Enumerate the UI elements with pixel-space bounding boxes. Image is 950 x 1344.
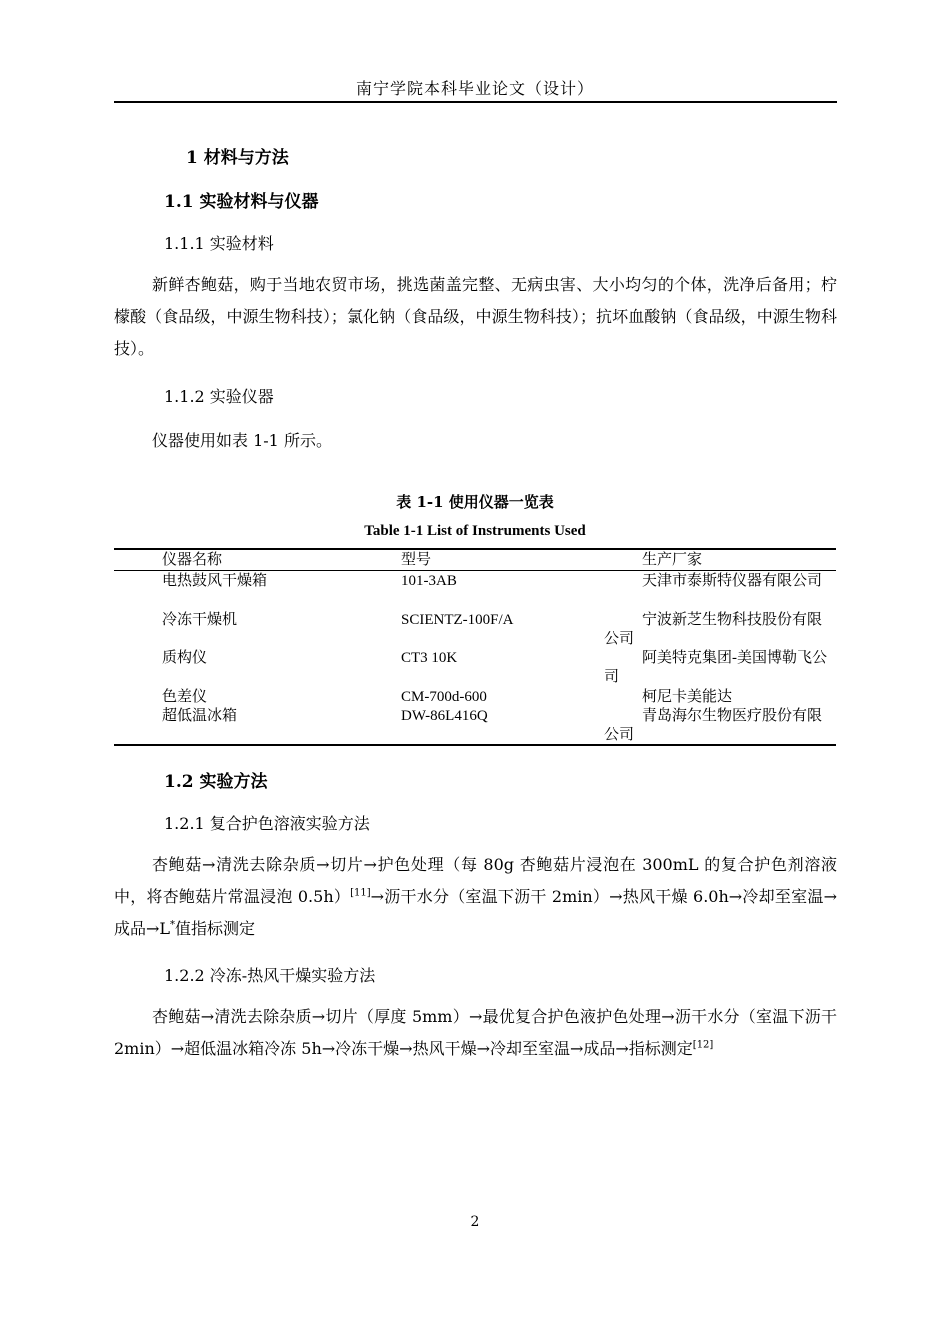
instruments-intro: 仪器使用如表 1-1 所示。 (152, 431, 332, 450)
citation-ref: [11] (350, 887, 371, 899)
method-1-text-c: 值指标测定 (175, 919, 256, 938)
method-2-text: 杏鲍菇→清洗去除杂质→切片（厚度 5mm）→最优复合护色液护色处理→沥干水分（室温下沥干 2min）→超低温冰箱冷冻 5h→冷冻干燥→热风干燥→冷却至室温→成品→指标测定 (114, 1007, 837, 1058)
table-cell-name: 冷冻干燥机 (162, 612, 238, 628)
section-heading-1-1: 1.1 实验材料与仪器 (164, 192, 319, 212)
table-cell-maker: 青岛海尔生物医疗股份有限公司 (604, 708, 823, 743)
method-2-paragraph (114, 1001, 837, 1065)
superscript-star: * (170, 919, 176, 931)
header-rule (114, 101, 837, 103)
section-heading-1-2: 1.2 实验方法 (164, 772, 268, 792)
table-caption-en: Table 1-1 List of Instruments Used (364, 523, 586, 539)
table-cell-model: CM-700d-600 (401, 689, 487, 705)
table-caption-cn: 表 1-1 使用仪器一览表 (396, 493, 554, 511)
page-number: 2 (470, 1214, 480, 1230)
section-heading-1-2-1: 1.2.1 复合护色溶液实验方法 (164, 814, 370, 833)
section-heading-1: 1 材料与方法 (186, 148, 289, 168)
table-cell-model: CT3 10K (401, 650, 458, 666)
citation-ref: [12] (692, 1039, 714, 1051)
table-cell-maker: 柯尼卡美能达 (642, 689, 733, 705)
section-heading-1-2-2: 1.2.2 冷冻-热风干燥实验方法 (164, 966, 376, 985)
method-1-paragraph (114, 849, 837, 945)
running-header: 南宁学院本科毕业论文（设计） (355, 79, 594, 98)
table-cell-name: 电热鼓风干燥箱 (162, 573, 268, 589)
section-heading-1-1-1: 1.1.1 实验材料 (164, 234, 274, 253)
table-top-rule (114, 548, 836, 550)
table-header-name: 仪器名称 (162, 552, 223, 568)
table-cell-maker: 宁波新芝生物科技股份有限公司 (604, 612, 823, 647)
table-cell-maker: 阿美特克集团-美国博勒飞公司 (604, 650, 827, 685)
table-cell-maker: 天津市泰斯特仪器有限公司 (642, 573, 823, 589)
table-cell-model: SCIENTZ-100F/A (401, 612, 514, 628)
materials-paragraph: 新鲜杏鲍菇，购于当地农贸市场，挑选菌盖完整、无病虫害、大小均匀的个体，洗净后备用；柠檬酸（食品级，中源生物科技）；氯化钠（食品级，中源生物科技）；抗坏血酸钠（食品级，中源生物科技）。 (114, 275, 837, 358)
table-cell-name: 超低温冰箱 (162, 708, 238, 724)
section-heading-1-1-2: 1.1.2 实验仪器 (164, 387, 274, 406)
table-cell-name: 色差仪 (162, 689, 208, 705)
table-cell-model: DW-86L416Q (401, 708, 488, 724)
table-cell-name: 质构仪 (162, 650, 208, 666)
table-header-rule (114, 570, 836, 571)
method-1-text-b: →沥干水分（室温下沥干 2min）→热风干燥 6.0h→冷却至室温→成品→L (114, 887, 837, 938)
method-1-text-a: 杏鲍菇→清洗去除杂质→切片→护色处理（每 80g 杏鲍菇片浸泡在 300mL 的复合护色剂溶液中，将杏鲍菇片常温浸泡 0.5h） (114, 855, 837, 906)
table-cell-model: 101-3AB (401, 573, 457, 589)
table-header-model: 型号 (401, 552, 432, 568)
table-header-maker: 生产厂家 (642, 552, 703, 568)
